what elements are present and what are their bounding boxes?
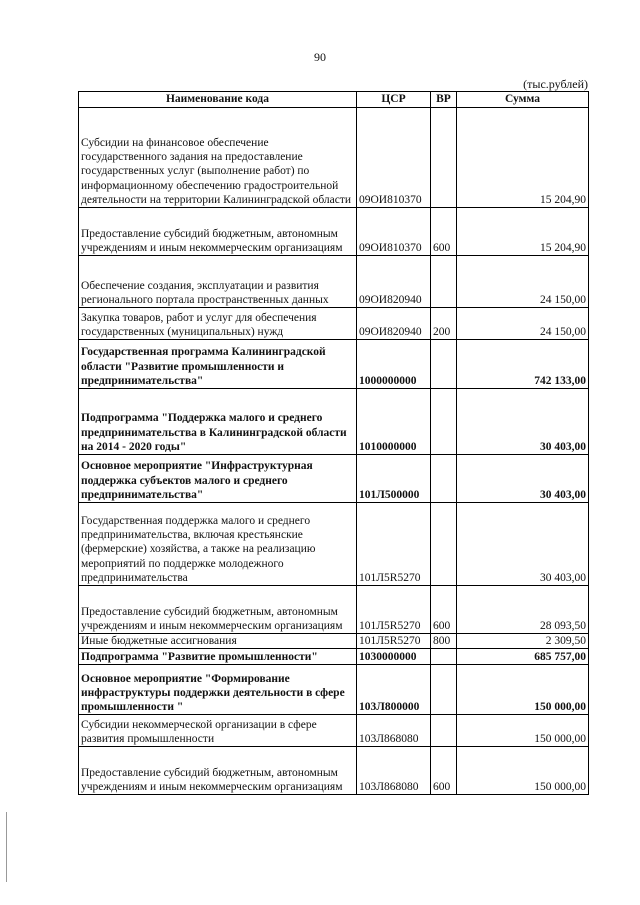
row-vr [431,455,457,503]
row-csr: 09ОИ810370 [357,108,431,208]
row-csr: 09ОИ820940 [357,256,431,308]
table-row [79,649,589,665]
row-name: Подпрограмма "Поддержка малого и среднего предпринимательства в Калининградской области на 2014 - 2020 годы" [79,389,357,455]
table-row [79,503,589,586]
row-name: Подпрограмма "Развитие промышленности" [79,649,357,665]
row-name: Предоставление субсидий бюджетным, автономным учреждениям и иным некоммерческим организациям [79,208,357,256]
row-vr: 800 [431,634,457,649]
table-row [79,389,589,455]
header-sum: Сумма [457,92,589,108]
row-vr [431,340,457,389]
row-sum: 150 000,00 [457,747,589,795]
row-sum: 28 093,50 [457,586,589,634]
row-vr: 200 [431,308,457,340]
header-vr: ВР [431,92,457,108]
table-row [79,108,589,208]
row-csr: 101Л5R5270 [357,503,431,586]
budget-table [78,91,589,795]
row-csr: 103Л800000 [357,665,431,715]
row-name: Субсидии на финансовое обеспечение государственного задания на предоставление государственных услуг (выполнение работ) по информационному обеспечению градостроительной деятельности на территории Калининградской области [79,108,357,208]
row-sum: 24 150,00 [457,308,589,340]
table-row [79,747,589,795]
row-vr [431,256,457,308]
row-name: Основное мероприятие "Инфраструктурная поддержка субъектов малого и среднего предпринимательства" [79,455,357,503]
row-vr [431,715,457,747]
row-name: Предоставление субсидий бюджетным, автономным учреждениям и иным некоммерческим организациям [79,586,357,634]
row-sum: 15 204,90 [457,208,589,256]
row-csr: 103Л868080 [357,715,431,747]
row-csr: 1030000000 [357,649,431,665]
row-name: Субсидии некоммерческой организации в сфере развития промышленности [79,715,357,747]
row-vr [431,665,457,715]
row-vr: 600 [431,586,457,634]
row-vr: 600 [431,747,457,795]
row-name: Обеспечение создания, эксплуатации и развития регионального портала пространственных данных [79,256,357,308]
units-label: (тыс.рублей) [523,77,588,91]
row-name: Предоставление субсидий бюджетным, автономным учреждениям и иным некоммерческим организациям [79,747,357,795]
row-name: Государственная поддержка малого и среднего предпринимательства, включая крестьянские (фермерские) хозяйства, а также на реализацию мероприятий по поддержке молодежного предпринимательства [79,503,357,586]
row-sum: 685 757,00 [457,649,589,665]
row-csr: 1000000000 [357,340,431,389]
row-csr: 1010000000 [357,389,431,455]
row-sum: 150 000,00 [457,665,589,715]
row-sum: 150 000,00 [457,715,589,747]
row-sum: 30 403,00 [457,503,589,586]
table-row [79,208,589,256]
row-sum: 30 403,00 [457,455,589,503]
row-csr: 09ОИ820940 [357,308,431,340]
row-sum: 15 204,90 [457,108,589,208]
row-csr: 101Л500000 [357,455,431,503]
table-row [79,586,589,634]
table-row [79,455,589,503]
row-name: Иные бюджетные ассигнования [79,634,357,649]
table-row [79,256,589,308]
table-row [79,715,589,747]
row-vr: 600 [431,208,457,256]
row-sum: 24 150,00 [457,256,589,308]
row-vr [431,108,457,208]
row-sum: 742 133,00 [457,340,589,389]
row-name: Государственная программа Калининградской области "Развитие промышленности и предпринимательства" [79,340,357,389]
row-vr [431,389,457,455]
header-csr: ЦСР [357,92,431,108]
page-number: 90 [314,50,326,64]
row-name: Основное мероприятие "Формирование инфраструктуры поддержки деятельности в сфере промышленности " [79,665,357,715]
row-vr [431,649,457,665]
row-name: Закупка товаров, работ и услуг для обеспечения государственных (муниципальных) нужд [79,308,357,340]
row-csr: 103Л868080 [357,747,431,795]
row-sum: 30 403,00 [457,389,589,455]
scan-margin-line [6,812,7,882]
row-csr: 101Л5R5270 [357,586,431,634]
header-name: Наименование кода [79,92,357,108]
row-csr: 09ОИ810370 [357,208,431,256]
row-csr: 101Л5R5270 [357,634,431,649]
table-row [79,308,589,340]
table-header-row [79,92,589,108]
table-row [79,634,589,649]
row-sum: 2 309,50 [457,634,589,649]
table-row [79,665,589,715]
table-row [79,340,589,389]
row-vr [431,503,457,586]
